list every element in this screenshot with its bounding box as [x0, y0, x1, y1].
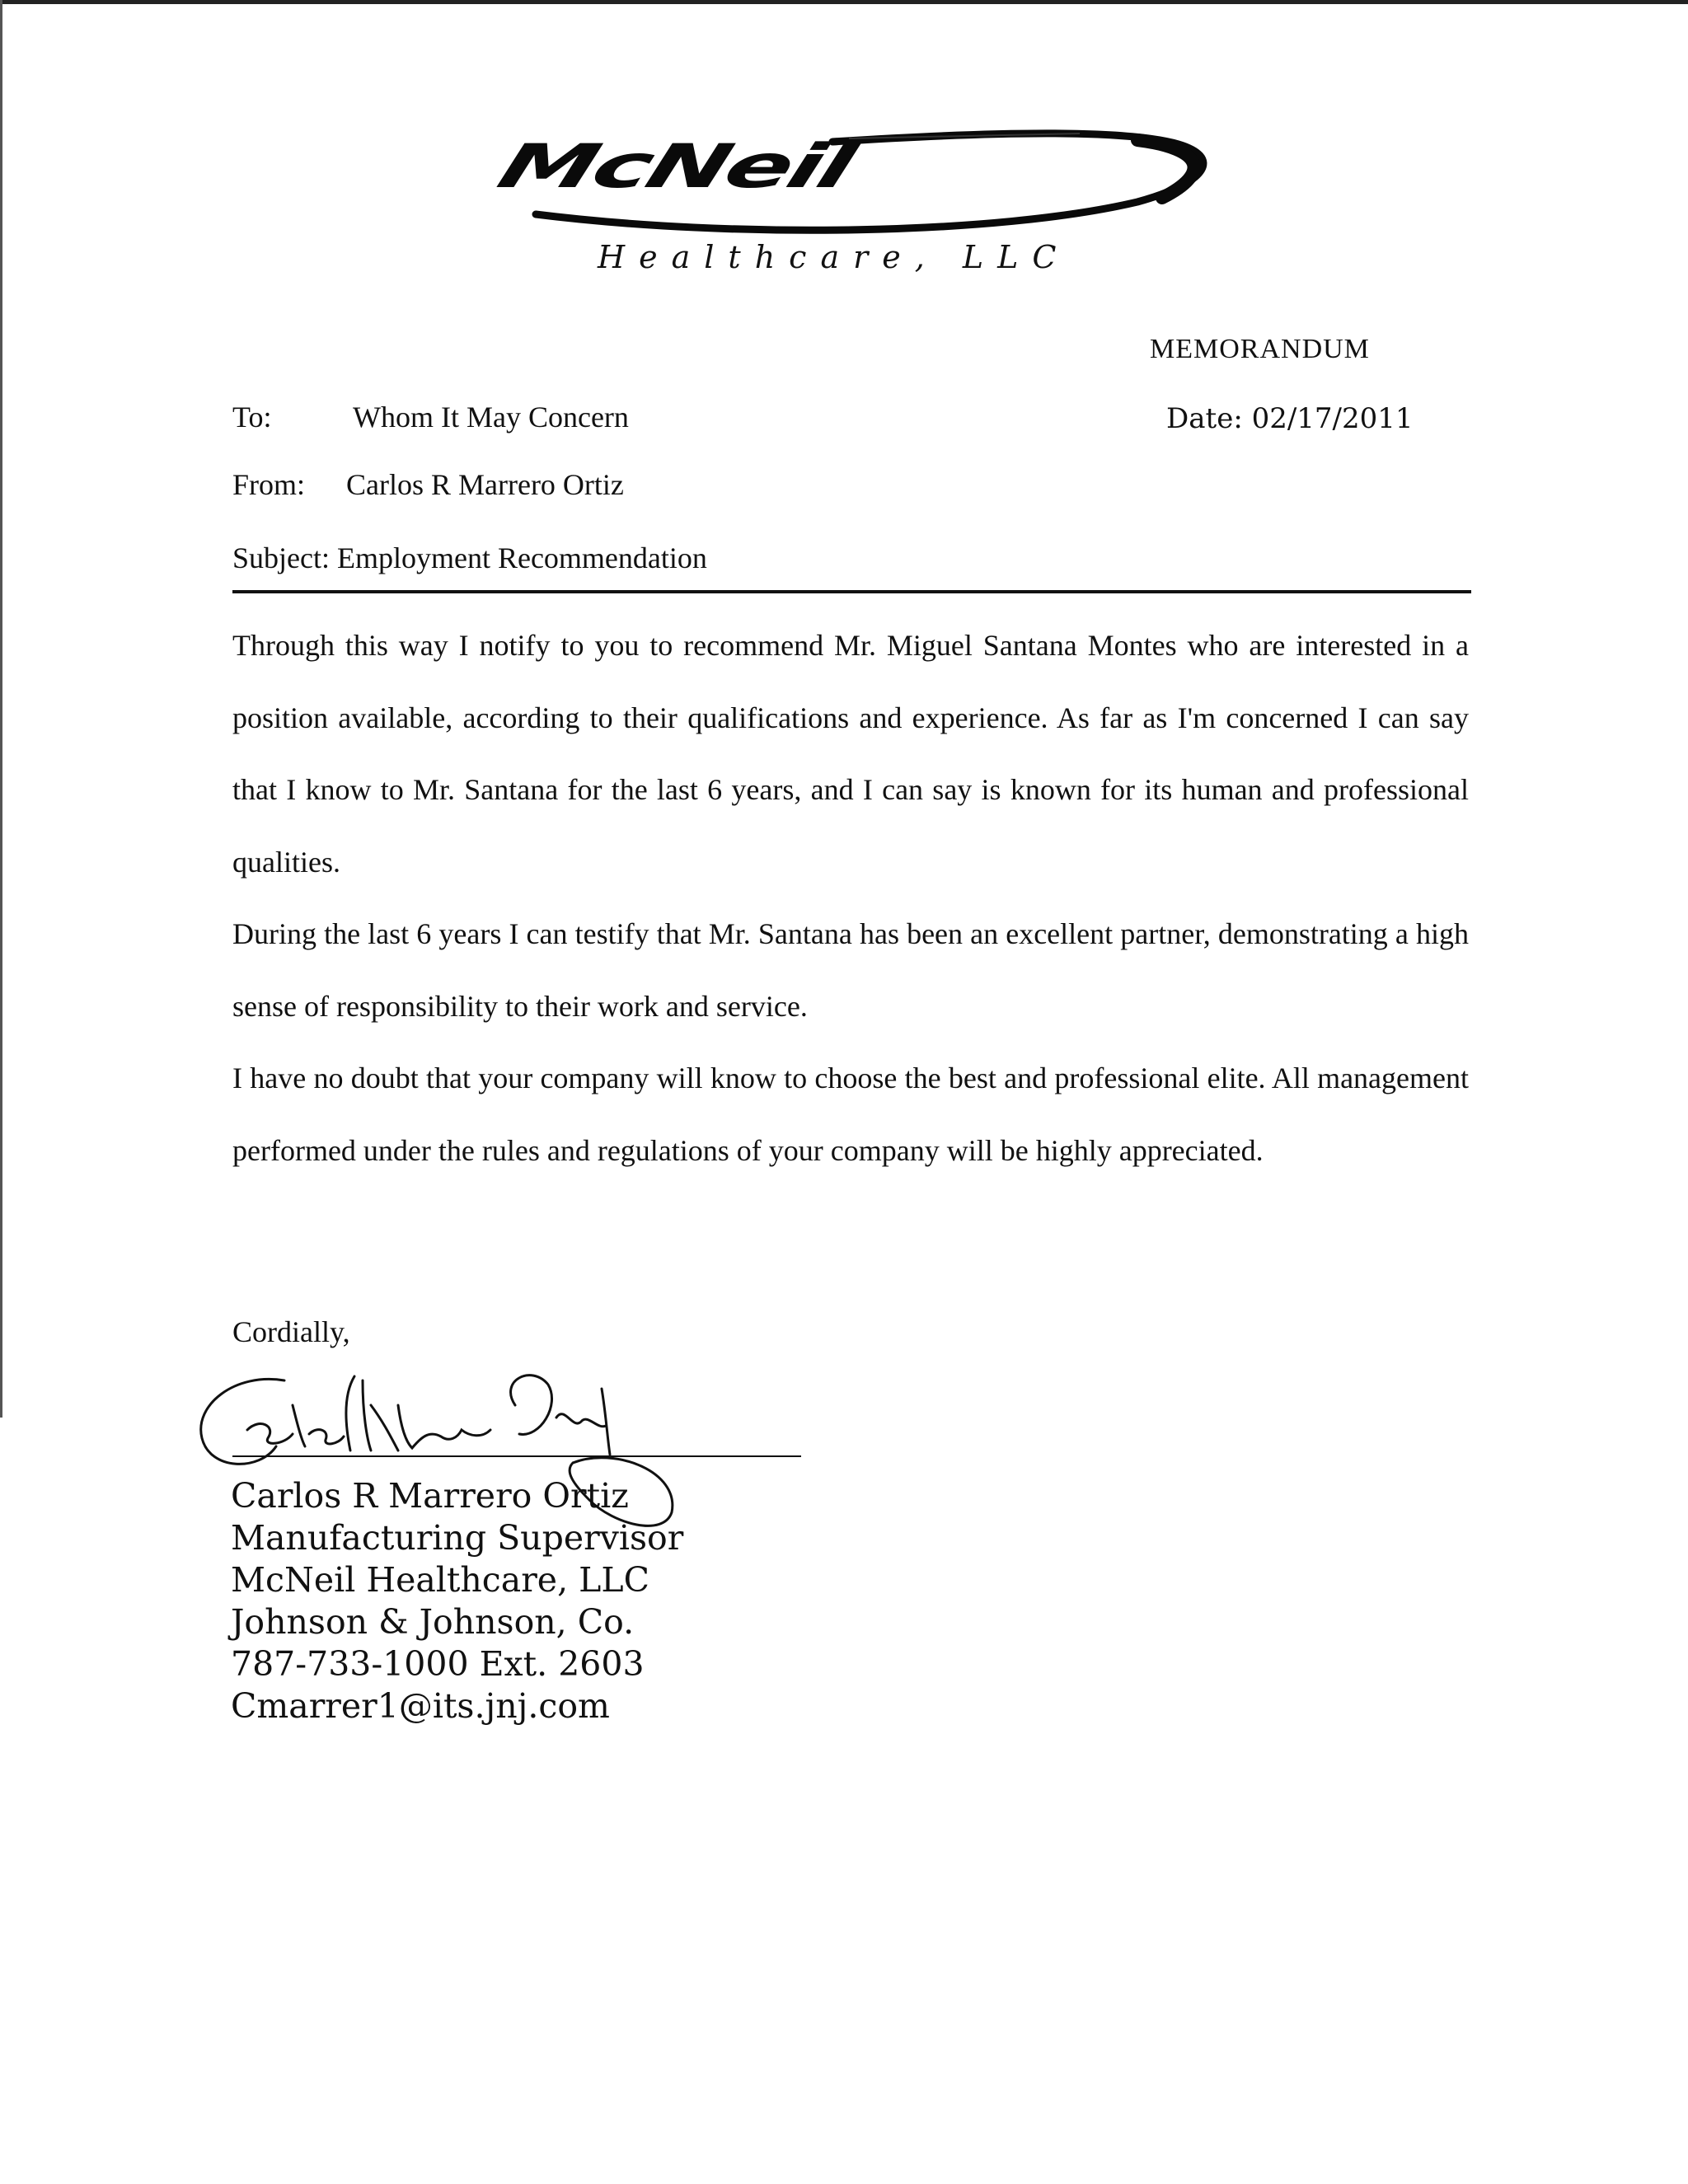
signer-phone: 787-733-1000 Ext. 2603 — [231, 1644, 645, 1684]
signer-title: Manufacturing Supervisor — [231, 1518, 684, 1558]
signature-line — [232, 1455, 801, 1457]
signature-block — [231, 1475, 683, 1727]
memo-date: Date: 02/17/2011 — [1166, 402, 1414, 435]
subject-row — [232, 541, 707, 575]
signer-parent-company: Johnson & Johnson, Co. — [231, 1602, 635, 1642]
scan-edge-top — [0, 0, 1688, 4]
body-paragraph: During the last 6 years I can testify that Mr. Santana has been an excellent partner, demonstrating a high sense of responsibility to their work and service. — [232, 917, 1469, 1023]
header-divider — [232, 590, 1471, 593]
body-paragraph: I have no doubt that your company will know to choose the best and professional elite. All management performed under the rules and regulations of your company will be highly appreciated. — [232, 1062, 1469, 1167]
logo-subtitle: Healthcare, LLC — [598, 239, 1071, 275]
subject-line: Subject: Employment Recommendation — [232, 541, 707, 574]
from-value: Carlos R Marrero Ortiz — [346, 468, 624, 501]
scan-edge-left — [0, 0, 2, 1418]
letter-body — [232, 610, 1469, 1187]
logo-wordmark: McNeil — [490, 130, 862, 202]
from-row — [232, 467, 624, 502]
signer-company: McNeil Healthcare, LLC — [231, 1560, 649, 1600]
from-label: From: — [232, 468, 306, 501]
to-value: Whom It May Concern — [353, 401, 629, 434]
body-paragraph: Through this way I notify to you to recommend Mr. Miguel Santana Montes who are interested in a position available, according to their qualifications and experience. As far as I'm concerned I can say that I know to Mr. Santana for the last 6 years, and I can say is known for its human and professional qualities. — [232, 629, 1469, 879]
signer-name: Carlos R Marrero Ortiz — [231, 1476, 629, 1516]
memo-title: MEMORANDUM — [1150, 334, 1370, 364]
signer-email: Cmarrer1@its.jnj.com — [231, 1686, 610, 1726]
closing-salutation: Cordially, — [232, 1315, 350, 1348]
to-label: To: — [232, 401, 272, 434]
company-logo — [486, 124, 1228, 280]
to-row — [232, 400, 629, 434]
